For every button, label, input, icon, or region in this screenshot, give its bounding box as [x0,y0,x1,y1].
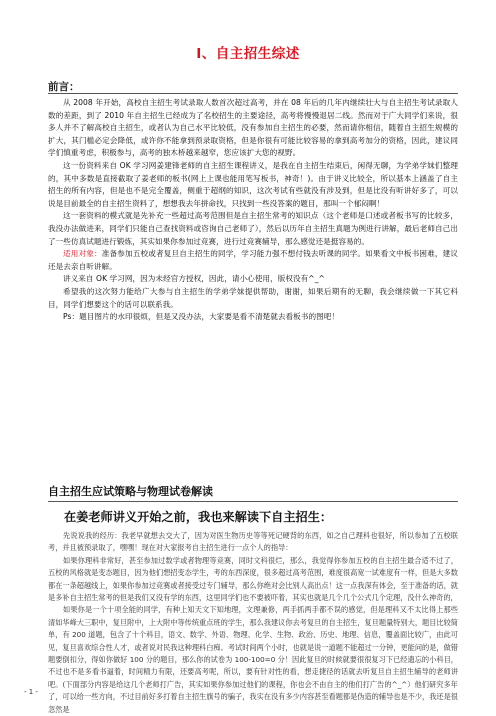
heading-rule [48,93,458,94]
commentary-paragraph-2: 如果你理科非常好，甚至参加过数学或者物理等竞赛，同时文科很烂，那么，我觉得你参加五校的自主招生最合适不过了，五校的风格就是变态题目，因为他们想招变态学生，考的东西深度，很多超过高考范围，难度很高宽一试难度有一样，但是大多数都在一条超越线上，如果你参加过竞赛或者接受过专门辅导，那么你绝对会比别人高出点！这一点我深有体会，至于准备的话，就是多补自主招生常考的但是我们又没有学的东西，这里同学们也不要被吓着，其实也就是几个几个公式几个定理，没什么神奇的， [48,555,458,603]
preface-heading: 前言： [48,81,80,93]
page-number: - 1 - [24,688,38,696]
preface-body [48,97,458,324]
preface-paragraph-ps: Ps：题目图片的水印很烦，但是又没办法，大家要是看不清楚就去看板书的图吧！ [63,312,340,322]
preface-paragraph-1: 从 2008 年开始，高校自主招生考试录取人数首次超过高考，并在 08 年后的几年内继续壮大与自主招生考试录取人数的差距，到了 2010 年自主招生已经成为了名校招生的主要途径，高考将慢慢退居二线。然而对于广大同学们来说，很多人并不了解高校自主招生，或者认为自己水平比较低，没有参加自主招生的必要，然而请你相信，随着自主招生规模的扩大，其门槛必定会降低，或许你不能拿到预录取资格，但是你很有可能比较容易的拿到高考加分的资格，因此，建议同学们慎重考虑，积极参与，高考的独木桥越来越窄，您应该扩大您的视野。 [48,98,458,158]
preface-paragraph-6: 希望我的这次努力能给广大参与自主招生的学弟学妹提供帮助，谢谢，如果后期有的无聊，我会继续做一下其它科目，同学们想要这个的话可以联系我。 [48,286,458,309]
preface-paragraph-5: 讲义来自 OK 学习网，因为未经官方授权，因此，请小心使用，版权没有^_^ [63,274,325,284]
applicable-label: 适用对象： [63,249,102,259]
preface-paragraph-4 [48,248,458,273]
applicable-text: 准备参加五校或者复旦自主招生的同学，学习能力强不想付钱去听课的同学。如果看文中板书困难，建议还是去亲自听讲解。 [48,249,459,271]
preface-paragraph-3: 这一套资料的模式就是先补充一些超过高考范围但是自主招生常考的知识点（这个老师是口述或者板书写的比较多，我没办法做进来，同学们只能自己查找资料或咨询自己老师了），然后以历年自主招生真题为例进行讲解，最后老师自己出了一些仿真试题进行锻炼，其实如果你参加过竞赛，进行过竞赛辅导，那么感觉还是挺容易的。 [48,211,458,246]
preface-paragraph-2: 这一份资料来自 OK 学习网姜建锋老师的自主招生课程讲义，是我在自主招生结束后，闲得无聊，为学弟学妹们整理的，其中多数是直接截取了姜老师的板书(网上上课也能用笔写板书，神奇！)。由于讲义比较全，所以基本上涵盖了自主招生的所有内容，但是也不是完全覆盖，侧重于超纲的知识，这次考试有些就没有涉及到，但是比没有听讲好多了，可以说是目前最全的自主招生资料了，想想我去年拼命找，只找到一些没答案的题目，那叫一个郁闷啊！ [48,160,458,208]
section-heading: 自主招生应试策略与物理试卷解读 [48,485,213,498]
subsection-heading: 在姜老师讲义开始之前，我也来解读下自主招生： [64,510,333,524]
commentary-paragraph-1: 先说说我的经历：我老早就想去交大了，因为对医生物历史等等死记硬背的东西，如之自己理科也很好，所以参加了五校联考，并且被预录取了，嘿嘿！现在对大家报考自主招生进行一点个人的指导： [48,531,458,553]
page-title: Ⅰ、自主招生综述 [196,46,300,62]
section-rule [48,501,458,502]
commentary-paragraph-3: 如果你是一个十项全能的同学，有种上知天文下知地理，文理兼修，两手抓两手都不误的感觉，但是理科又不太比得上那些清如华峰大三职中，复旦附中，上大附中等传统重点班的学生，那么我建议你去考复旦的自主招生，复旦题量特别大，题目比较简单，有 200 道题，包含了十个科目，语文、数学、外语、物理、化学、生物、政治、历史、地理、信息，覆盖面比较广，由此可见，复旦喜欢综合性人才，或者说对民我这种理科白痴。考试时间两个小时，也就是说一道题不能超过一分钟，更能问的是，做错题要倒扣分，得如你做好 100 分的题目，那么你的试卷为 100-100=0 分！因此复旦的时候就要很很复习下已经遗忘的小科目，不过也不是多看书逼着，时间精力有限，还要高考呢，所以，要有针对性的看，想走捷径的话就去听复旦自主招生辅导的老师讲吧。(下面部分内容是给这几个老师打广告，其实如果你参加过他们的课程，你也会不由自主的他们打广告的^_^）他们研究多年了，可以给一些方向，不过目前好多打着自主招生旗号的骗子，我实在没有多少内容甚至看题都是伪造的辅导也是不少，我还是很忽然是 [48,605,458,714]
commentary-body [48,530,458,714]
